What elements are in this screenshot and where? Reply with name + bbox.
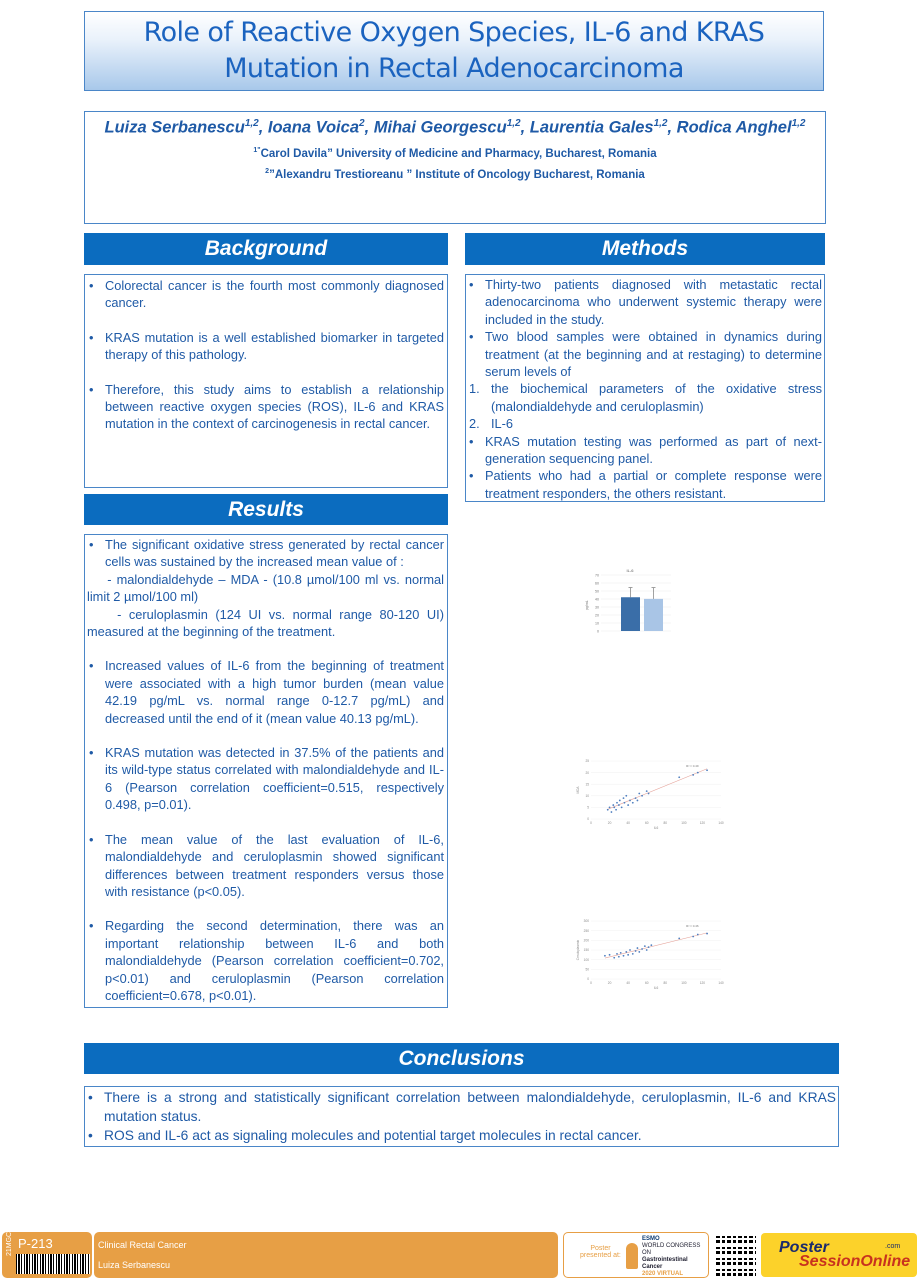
- data-point: [625, 951, 627, 953]
- author-affiliation-mark: 1,2: [506, 118, 521, 129]
- list-item-text: There is a strong and statistically significant correlation between malondialdehyde, ceruloplasmin, IL-6 and KRAS mutation status.: [104, 1090, 836, 1124]
- data-point: [619, 800, 621, 802]
- trendline: [608, 769, 707, 810]
- author-separator: ,: [258, 118, 268, 137]
- data-point: [627, 804, 629, 806]
- y-tick-label: 5: [587, 805, 589, 810]
- list-item-text: IL-6: [491, 416, 514, 432]
- data-point: [650, 944, 652, 946]
- author-affiliation-mark: 1,2: [244, 118, 259, 129]
- x-tick-label: 60: [644, 981, 649, 985]
- chart-title: IL-6: [626, 568, 634, 573]
- data-point: [612, 804, 614, 806]
- x-tick-label: 40: [626, 821, 630, 825]
- list-item: [86, 1126, 836, 1145]
- list-item-text: Colorectal cancer is the fourth most commonly diagnosed cancer.: [105, 278, 444, 311]
- list-item: [87, 657, 444, 727]
- y-tick-label: 40: [595, 597, 599, 602]
- data-point: [609, 807, 611, 809]
- r-squared-annotation: R² = 0.49: [686, 763, 699, 768]
- il6-ceruloplasmin-scatter-chart: [575, 915, 725, 990]
- author-name: Ioana Voica: [267, 118, 359, 137]
- results-panel: [84, 534, 448, 1008]
- x-tick-label: 100: [681, 981, 687, 985]
- data-point: [629, 949, 631, 951]
- y-tick-label: 10: [585, 794, 589, 798]
- author-separator: ,: [667, 118, 677, 137]
- list-item: [87, 917, 444, 1004]
- r-squared-annotation: R² = 0.46: [686, 923, 699, 928]
- y-tick-label: 0: [587, 977, 589, 982]
- data-point: [609, 954, 611, 956]
- data-point: [637, 800, 639, 802]
- il6-bar-chart: [585, 565, 675, 635]
- data-point: [635, 797, 637, 799]
- author-separator: ,: [364, 118, 374, 137]
- brand-text-2: SessionOnline: [799, 1253, 911, 1270]
- data-point: [623, 955, 625, 957]
- numbered-item: [467, 415, 822, 432]
- data-point: [611, 811, 613, 813]
- x-tick-label: 140: [718, 821, 724, 825]
- bullet: •: [89, 831, 94, 847]
- list-item-text: Regarding the second determination, there was an important relationship between IL-6 and both malondialdehyde (Pearson correlation coefficient=0.702, p<0.01) and ceruloplasmin (Pearson correlation coefficient=0.678, p<0.01).: [105, 918, 444, 1003]
- side-code: 21MGCRC: [6, 1221, 13, 1256]
- list-item-text: the biochemical parameters of the oxidative stress (malondialdehyde and ceruloplasmin): [491, 381, 822, 414]
- postersessiononline-logo[interactable]: [761, 1233, 917, 1277]
- y-axis-label: pg/mL: [585, 600, 589, 610]
- data-point: [632, 953, 634, 955]
- x-tick-label: 120: [699, 821, 706, 825]
- x-axis-label: IL6: [653, 986, 659, 990]
- list-item-text: KRAS mutation is a well established biomarker in targeted therapy of this pathology.: [105, 329, 444, 363]
- author-affiliation-mark: 1,2: [653, 118, 668, 129]
- y-tick-label: 60: [595, 581, 599, 586]
- brand-text-1: Poster: [779, 1239, 829, 1256]
- congress-name-1: Gastrointestinal: [642, 1257, 688, 1263]
- y-tick-label: 20: [585, 770, 589, 775]
- y-axis-label: MDA: [576, 786, 580, 794]
- x-tick-label: 20: [607, 981, 612, 985]
- conclusions-heading: Conclusions: [84, 1043, 839, 1074]
- author-name: Laurentia Gales: [529, 118, 654, 137]
- x-tick-label: 0: [590, 981, 592, 985]
- y-tick-label: 50: [595, 589, 599, 594]
- list-item: [87, 536, 444, 571]
- y-tick-label: 70: [595, 573, 599, 578]
- poster-title-line-2: Mutation in Rectal Adenocarcinoma: [224, 53, 684, 84]
- x-tick-label: 40: [626, 981, 630, 985]
- data-point: [692, 936, 694, 938]
- results-heading: Results: [84, 494, 448, 525]
- bullet: •: [469, 329, 474, 345]
- bullet: •: [89, 537, 94, 552]
- list-item-text: The mean value of the last evaluation of IL-6, malondialdehyde and ceruloplasmin showed significant differences between treatment responders versus those with resistance (p<0.05).: [105, 831, 444, 899]
- data-point: [607, 809, 609, 811]
- author-name: Mihai Georgescu: [373, 118, 507, 137]
- authors-line: [85, 118, 825, 138]
- list-item: [87, 744, 444, 814]
- x-tick-label: 100: [681, 821, 687, 825]
- background-panel: [84, 274, 448, 488]
- y-tick-label: 25: [585, 759, 589, 764]
- data-point: [635, 950, 637, 952]
- background-heading: Background: [84, 233, 448, 265]
- authors-box: [84, 111, 826, 224]
- data-point: [627, 954, 629, 956]
- data-point: [692, 774, 694, 776]
- conclusions-panel: [84, 1086, 839, 1147]
- list-item-text: Patients who had a partial or complete response were treatment responders, the others resistant.: [485, 468, 822, 501]
- data-point: [625, 795, 627, 797]
- data-point: [646, 949, 648, 951]
- y-tick-label: 0: [597, 629, 599, 634]
- data-point: [632, 802, 634, 804]
- bullet: •: [88, 1090, 93, 1105]
- list-item: [467, 467, 822, 502]
- y-tick-label: 20: [595, 613, 599, 618]
- author-affiliation-mark: 1,2: [791, 118, 806, 129]
- poster-label-line: Poster: [590, 1245, 611, 1252]
- list-item-text: Therefore, this study aims to establish a relationship between reactive oxygen species (ROS), IL-6 and KRAS mutation in the context of carcinogenesis in rectal cancer.: [105, 381, 444, 432]
- data-point: [618, 804, 620, 806]
- congress-logo: [642, 1236, 708, 1278]
- y-tick-label: 300: [583, 919, 589, 924]
- congress-name-2: Cancer: [642, 1264, 663, 1270]
- congress-year: 2020 VIRTUAL: [642, 1271, 684, 1277]
- list-item-text: KRAS mutation was detected in 37.5% of the patients and its wild-type status correlated with malondialdehyde and IL-6 (Pearson correlation coefficient=0.515, respectively 0.498, p=0.01).: [105, 745, 444, 813]
- numbered-item: [467, 380, 822, 415]
- congress-small: WORLD CONGRESS ON: [642, 1243, 701, 1256]
- data-point: [678, 776, 680, 778]
- y-tick-label: 30: [595, 605, 599, 610]
- data-point: [706, 933, 708, 935]
- list-item-text: The significant oxidative stress generated by rectal cancer cells was sustained by the increased mean value of :: [105, 537, 444, 570]
- y-tick-label: 0: [587, 817, 589, 822]
- y-tick-label: 100: [583, 957, 589, 962]
- trendline: [605, 933, 707, 958]
- x-tick-label: 120: [699, 981, 706, 985]
- data-point: [623, 797, 625, 799]
- affiliation-2: [85, 168, 825, 181]
- item-number: 2.: [469, 416, 480, 432]
- poster-code-block: [2, 1221, 92, 1278]
- y-tick-label: 150: [583, 948, 589, 953]
- data-point: [615, 809, 617, 811]
- list-item: [87, 329, 444, 364]
- bar: [621, 597, 640, 631]
- topic-label: Clinical Rectal Cancer: [98, 1240, 187, 1250]
- x-tick-label: 80: [663, 981, 668, 985]
- list-item: [87, 381, 444, 433]
- data-point: [616, 802, 618, 804]
- poster-title-line-1: Role of Reactive Oxygen Species, IL-6 and KRAS: [143, 17, 765, 48]
- item-number: 1.: [469, 381, 480, 397]
- bullet: •: [469, 468, 474, 484]
- data-point: [618, 956, 620, 958]
- affiliation-mark: 1": [253, 146, 261, 154]
- y-tick-label: 250: [583, 928, 589, 933]
- data-point: [697, 772, 699, 774]
- x-tick-label: 0: [590, 821, 592, 825]
- qr-code-icon[interactable]: [716, 1236, 756, 1276]
- x-tick-label: 80: [663, 821, 668, 825]
- topic-block: [94, 1232, 558, 1278]
- data-point: [616, 953, 618, 955]
- list-item-text: Two blood samples were obtained in dynamics during treatment (at the beginning and at restaging) to determine serum levels of: [485, 329, 822, 380]
- bullet: •: [89, 918, 94, 934]
- y-tick-label: 15: [585, 782, 589, 787]
- list-item-text: ROS and IL-6 act as signaling molecules and potential target molecules in rectal cancer.: [104, 1128, 642, 1143]
- author-separator: ,: [520, 118, 530, 137]
- affiliation-text: Carol Davila” University of Medicine and Pharmacy, Bucharest, Romania: [260, 147, 657, 160]
- affiliation-mark: 2: [265, 168, 270, 176]
- data-point: [604, 955, 606, 957]
- data-point: [621, 807, 623, 809]
- data-point: [624, 802, 626, 804]
- y-tick-label: 50: [585, 967, 589, 972]
- presented-label-line: presented at:: [580, 1252, 621, 1259]
- bullet: •: [89, 381, 94, 397]
- affiliation-text: ”Alexandru Trestioreanu ” Institute of Oncology Bucharest, Romania: [269, 169, 645, 182]
- bullet: •: [89, 658, 94, 674]
- methods-heading: Methods: [465, 233, 825, 265]
- data-point: [648, 946, 650, 948]
- brand-com: .com: [885, 1243, 901, 1250]
- data-point: [697, 934, 699, 936]
- result-mda: - malondialdehyde – MDA - (10.8 µmol/100 ml vs. normal limit 2 µmol/100 ml): [87, 571, 448, 605]
- congress-block: [563, 1232, 709, 1278]
- list-item-text: Thirty-two patients diagnosed with metastatic rectal adenocarcinoma who underwent systemic therapy were included in the study.: [485, 277, 822, 327]
- x-axis-label: IL6: [653, 826, 659, 830]
- bullet: •: [89, 329, 94, 345]
- data-point: [638, 793, 640, 795]
- bullet: •: [89, 278, 94, 293]
- list-item: [87, 277, 444, 312]
- x-tick-label: 20: [607, 821, 612, 825]
- x-tick-label: 60: [644, 821, 649, 825]
- data-point: [620, 952, 622, 954]
- affiliation-1: [85, 147, 825, 160]
- data-point: [638, 951, 640, 953]
- data-point: [637, 947, 639, 949]
- list-item: [467, 328, 822, 380]
- list-item: [467, 276, 822, 328]
- result-ceruloplasmin: - ceruloplasmin (124 UI vs. normal range 80-120 UI) measured at the beginning of the treatment.: [87, 606, 448, 640]
- bar: [644, 599, 663, 631]
- list-item: [86, 1088, 836, 1126]
- y-tick-label: 200: [583, 938, 589, 943]
- bullet: •: [89, 745, 94, 761]
- data-point: [641, 795, 643, 797]
- data-point: [644, 945, 646, 947]
- bullet: •: [469, 277, 474, 292]
- data-point: [678, 938, 680, 940]
- author-name: Luiza Serbanescu: [104, 118, 245, 137]
- footer-bar: [0, 1221, 924, 1280]
- data-point: [648, 793, 650, 795]
- y-axis-label: Ceruloplasmin: [576, 939, 580, 961]
- wheat-logo-icon: [626, 1243, 638, 1269]
- list-item: [87, 831, 444, 901]
- data-point: [613, 807, 615, 809]
- presenter-label: Luiza Serbanescu: [98, 1260, 171, 1270]
- poster-code: P-213: [18, 1236, 53, 1251]
- x-tick-label: 140: [718, 981, 724, 985]
- il6-mda-scatter-chart: [575, 755, 725, 830]
- list-item-text: Increased values of IL-6 from the beginning of treatment were associated with a high tumor burden (mean value 42.19 pg/mL vs. normal range 0-12.7 pg/mL) and decreased until the end of it (mean value 40.13 pg/mL).: [105, 658, 444, 726]
- methods-panel: [465, 274, 825, 502]
- data-point: [641, 948, 643, 950]
- poster-title: [144, 15, 765, 87]
- y-tick-label: 10: [595, 621, 599, 626]
- poster-label: [580, 1245, 621, 1259]
- list-item: [467, 433, 822, 468]
- list-item-text: KRAS mutation testing was performed as part of next-generation sequencing panel.: [485, 433, 822, 467]
- bullet: •: [88, 1128, 93, 1143]
- bullet: •: [469, 433, 474, 449]
- barcode-icon: [16, 1254, 90, 1274]
- data-point: [629, 800, 631, 802]
- author-affiliation-mark: 2: [359, 118, 365, 129]
- author-name: Rodica Anghel: [676, 118, 792, 137]
- poster-title-box: [84, 11, 824, 91]
- data-point: [646, 790, 648, 792]
- data-point: [706, 769, 708, 771]
- data-point: [613, 957, 615, 959]
- esmo-logo-text: ESMO: [642, 1236, 660, 1242]
